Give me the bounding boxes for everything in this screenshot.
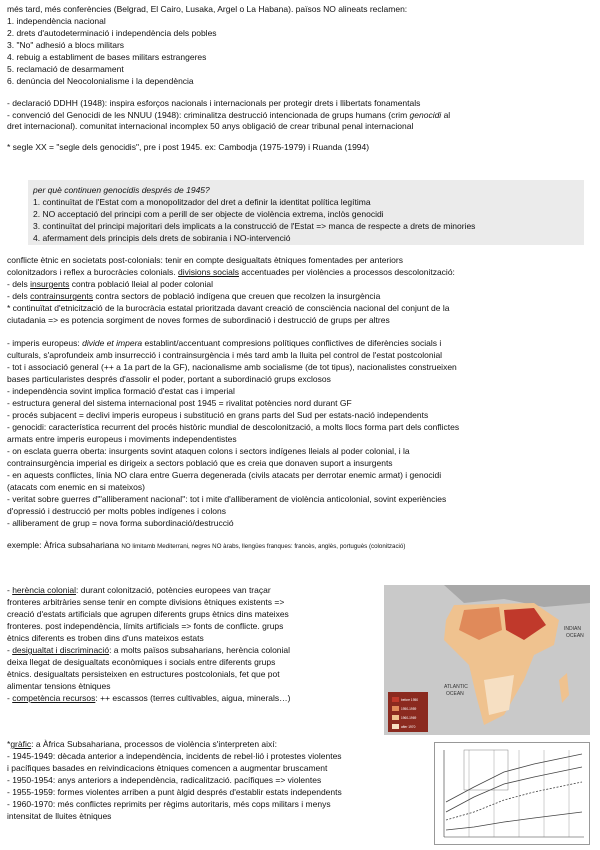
imperis-line: - veritat sobre guerres d'"alliberament nacional": tot i mite d'alliberament de violència anticolonial, sovint experiències [7, 494, 447, 504]
imperis-line: (atacats com enemic en si mateixos) [7, 482, 145, 492]
grafic-line: - 1945-1949: dècada anterior a independència, incidents de rebel·lió i protestes violentes [7, 751, 342, 761]
text: contra sectors de població indígena que creuen que recolzen la insurgència [93, 291, 381, 301]
italic-term: genocidi [409, 110, 442, 120]
text: - convenció del Genocidi de les NNUU (1948): criminalitza destrucció intencionada de grups humans (crim [7, 110, 410, 120]
text: al [441, 110, 451, 120]
intro-line: més tard, més conferències (Belgrad, El Cairo, Lusaka, Argel o La Habana). països NO alineats reclamen: [7, 4, 408, 14]
imperis-line [7, 338, 441, 348]
text: contra població lleial al poder colonial [69, 279, 214, 289]
legend-label: before 1950 [401, 698, 419, 702]
imperis-line: - tot i associació general (++ a 1a part de la GF), nacionalisme amb socialisme (de tot tipus), nacionalistes construeixen [7, 362, 457, 372]
text: : a Àfrica Subsahariana, processos de violència s'interpreten així: [31, 739, 278, 749]
text: - imperis europeus: [7, 338, 83, 348]
conflicte-line [7, 291, 380, 301]
underlined-term: gràfic [10, 739, 32, 749]
imperis-line: - estructura general del sistema internacional post 1945 = rivalitat potències nord durant GF [7, 398, 352, 408]
legend-swatch [392, 724, 399, 729]
conflicte-line: * continuïtat d'etnicització de la burocràcia estatal prioritzada davant creació de consciència nacional del conjunt de la [7, 303, 450, 313]
list-item: 6. denúncia del Neocolonialisme i la dependència [7, 76, 194, 86]
legend-label: after 1970 [401, 725, 416, 729]
imperis-line: - independència sovint implica formació d'estat cas i imperial [7, 386, 235, 396]
box-item: 2. NO acceptació del principi com a perill de ser objecte de violència extrema, inclòs genocidi [33, 209, 384, 219]
africa-line: fronteres. post independència, límits artificials => fonts de conflicte. grups [7, 621, 284, 631]
imperis-line: - alliberament de grup = nova forma subordinació/destrucció [7, 518, 234, 528]
text: accentuades per violències a processos descolonització: [238, 267, 455, 277]
list-item: 3. "No" adhesió a blocs militars [7, 40, 125, 50]
imperis-line: - on esclata guerra oberta: insurgents sovint ataquen colons i sectors indígenes lleials al poder colonial, i la [7, 446, 410, 456]
ddhh-note: * segle XX = "segle dels genocidis", pre i post 1945. ex: Cambodja (1975-1979) i Ruanda (1994) [7, 142, 370, 152]
africa-map [384, 585, 590, 735]
africa-line: creació d'estats artificials que agrupen diferents grups ètnics dins mateixes [7, 609, 289, 619]
conflicte-line [7, 267, 455, 277]
text: - [7, 645, 13, 655]
ocean-label: OCEAN [446, 691, 464, 697]
text: : a molts països subsaharians, herència colonial [109, 645, 291, 655]
ocean-label: INDIAN [564, 626, 581, 632]
grafic-line: - 1950-1954: anys anteriors a independència, radicalització. pacífiques => violentes [7, 775, 322, 785]
text: : ++ escassos (terres cultivables, aigua, minerals…) [95, 693, 291, 703]
ddhh-line [7, 110, 450, 120]
box-item: 1. continuïtat de l'Estat com a monopolitzador del dret a definir la identitat política legítima [33, 197, 371, 207]
conflicte-line [7, 279, 213, 289]
grafic-line: - 1955-1959: formes violentes arriben a punt àlgid després d'establir estats independents [7, 787, 342, 797]
underlined-term: desigualtat i discriminació [12, 645, 110, 655]
box-item: 4. afermament dels principis dels drets de sobirania i NO-intervenció [33, 233, 291, 243]
text: - [7, 693, 13, 703]
africa-line [7, 585, 271, 595]
text: * [7, 739, 11, 749]
text: - dels [7, 279, 31, 289]
legend-swatch [392, 697, 399, 702]
box-item: 3. continuïtat del principi majoritari dels implicats a la construcció de l'Estat => manca de respecte a drets de minories [33, 221, 476, 231]
africa-line: alimentar tensions ètniques [7, 681, 111, 691]
text: - [7, 585, 13, 595]
underlined-term: divisions socials [178, 267, 239, 277]
africa-line: fronteres arbitràries sense tenir en compte divisions ètniques existents => [7, 597, 285, 607]
text: establint/accentuant compresions polítiques conflictives de diferències socials i [142, 338, 442, 348]
ddhh-line: dret internacional). comunitat internacional incomplex 50 anys obligació de crear tribunal penal internacional [7, 121, 414, 131]
exemple-line [7, 540, 405, 552]
small-note: NO limitamb Mediterrani, negres NO àrabs, llengües franques: francès, anglès, portuguès (colonització) [121, 543, 406, 550]
legend-label: 1950-1959 [401, 707, 417, 711]
grafic-line: - 1960-1970: més conflictes reprimits per règims autoritaris, més cops militars i menys [7, 799, 331, 809]
legend-swatch [392, 715, 399, 720]
grafic-line: i pacífiques basades en reivindicacions ètniques comencen a augmentar bruscament [7, 763, 328, 773]
imperis-line: contrainsurgència imperial es dirigeix a sectors població que es creia que donaven suport a insurgents [7, 458, 393, 468]
list-item: 2. drets d'autodeterminació i independència dels pobles [7, 28, 217, 38]
italic-term: divide et impera [82, 338, 143, 348]
imperis-line: - procés subjacent = declivi imperis europeus i substitució en grans parts del Sud per estats-nació independents [7, 410, 429, 420]
text: : durant colonització, potències europees van traçar [76, 585, 271, 595]
grafic-line [7, 739, 277, 749]
list-item: 1. independència nacional [7, 16, 106, 26]
grafic-line: intensitat de lluites ètniques [7, 811, 112, 821]
imperis-line: d'opressió i destrucció per molts pobles indígenes i colons [7, 506, 226, 516]
text: exemple: Àfrica subsahariana [7, 540, 122, 550]
africa-line [7, 645, 290, 655]
underlined-term: competència recursos [12, 693, 96, 703]
imperis-line: bases particularistes després d'assolir el poder, portant a subordinació grups exclosos [7, 374, 331, 384]
map-svg [384, 585, 590, 735]
box-title: per què continuen genocidis després de 1945? [33, 185, 210, 195]
imperis-line: culturals, s'aprofundeix amb insurrecció i contrainsurgència i més tard amb la lluita pel control de l'estat postcolonial [7, 350, 443, 360]
legend-swatch [392, 706, 399, 711]
text: - dels [7, 291, 31, 301]
ocean-label: ATLANTIC [444, 684, 468, 690]
africa-line: deixa llegat de desigualtats econòmiques i socials entre diferents grups [7, 657, 276, 667]
graph-svg [434, 742, 590, 845]
imperis-line: armats entre imperis europeus i moviments independentistes [7, 434, 237, 444]
list-item: 5. reclamació de desarmament [7, 64, 124, 74]
africa-line: ètnics. desigualtats persisteixen en estructures postcolonials, fet que pot [7, 669, 280, 679]
imperis-line: - genocidi: característica recurrent del procés històric mundial de descolonització, a molts llocs forma part dels conflictes [7, 422, 460, 432]
conflicte-line: ciutadania => es potencia sorgiment de noves formes de subordinació i destrucció de grups per altres [7, 315, 390, 325]
ocean-label: OCEAN [566, 633, 584, 639]
underlined-term: herència colonial [12, 585, 76, 595]
list-item: 4. rebuig a establiment de bases militars estrangeres [7, 52, 207, 62]
legend-label: 1960-1969 [401, 716, 417, 720]
text: colonitzadors i reflex a burocràcies colonials. [7, 267, 179, 277]
ddhh-line: - declaració DDHH (1948): inspira esforços nacionals i internacionals per protegir drets i llibertats fonamentals [7, 98, 421, 108]
graph-frame [435, 743, 590, 845]
imperis-line: - en aquests conflictes, línia NO clara entre Guerra degenerada (civils atacats per derrotar enemic armat) i genocidi [7, 470, 442, 480]
conflict-graph [434, 742, 590, 845]
africa-line: ètnics diferents es troben dins d'uns mateixos estats [7, 633, 204, 643]
underlined-term: contrainsurgents [30, 291, 93, 301]
africa-line [7, 693, 290, 703]
conflicte-line: conflicte ètnic en societats post-colonials: tenir en compte desigualtats ètniques fomentades per anteriors [7, 255, 403, 265]
underlined-term: insurgents [30, 279, 70, 289]
